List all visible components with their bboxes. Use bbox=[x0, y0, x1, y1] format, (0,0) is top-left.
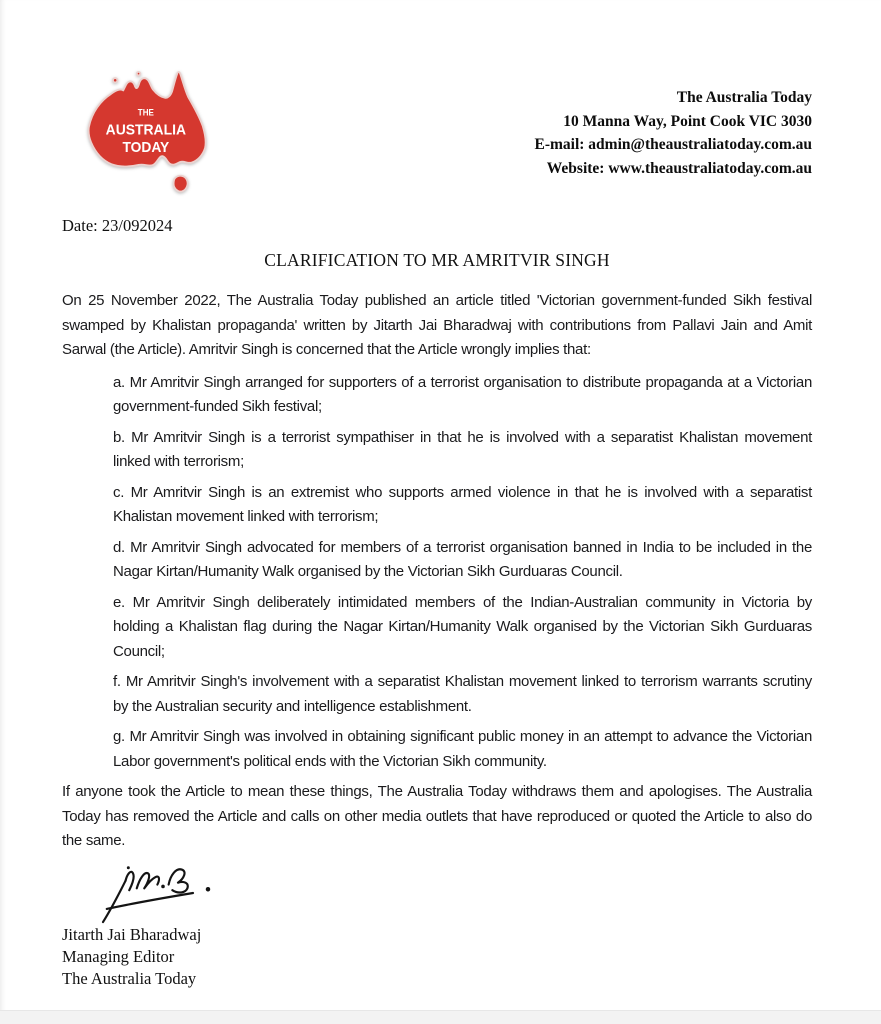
item-text: Mr Amritvir Singh was involved in obtaining significant public money in an attempt to advance the Victorian Labor government's political ends with the Victorian Sikh community. bbox=[113, 728, 812, 770]
letterhead-contact-block bbox=[535, 86, 813, 180]
letterhead bbox=[62, 0, 812, 200]
item-label: a. bbox=[113, 373, 125, 391]
allegation-list bbox=[62, 371, 812, 775]
org-address: 10 Manna Way, Point Cook VIC 3030 bbox=[563, 112, 812, 130]
list-item-f bbox=[113, 670, 812, 719]
page-edge-shadow bbox=[0, 1010, 881, 1024]
signature-block bbox=[62, 862, 812, 990]
item-text: Mr Amritvir Singh's involvement with a separatist Khalistan movement linked to terrorism warrants scrutiny by the Australian security and intelligence establishment. bbox=[113, 673, 812, 715]
org-name: The Australia Today bbox=[676, 89, 812, 106]
list-item-g bbox=[113, 725, 812, 774]
signatory-role: Managing Editor bbox=[62, 946, 175, 966]
logo-text-the: THE bbox=[137, 107, 154, 119]
australia-today-logo bbox=[66, 70, 214, 200]
australia-map-icon bbox=[66, 70, 214, 200]
intro-paragraph: On 25 November 2022, The Australia Today published an article titled 'Victorian government-funded Sikh festival swamped by Khalistan propaganda' written by Jitarth Jai Bharadwaj with contributions from Pallavi Jain and Amit Sarwal (the Article). Amritvir Singh is concerned that the Article wrongly implies that: bbox=[62, 292, 812, 358]
list-item-b bbox=[113, 426, 812, 475]
signatory-org: The Australia Today bbox=[62, 968, 197, 988]
logo-text-today: TODAY bbox=[122, 139, 170, 156]
closing-paragraph: If anyone took the Article to mean these things, The Australia Today withdraws them and apologises. The Australia Today has removed the Article and calls on other media outlets that have reproduced or quoted the Article to also do the same. bbox=[62, 783, 812, 849]
item-text: Mr Amritvir Singh arranged for supporters of a terrorist organisation to distribute propaganda at a Victorian government-funded Sikh festival; bbox=[113, 373, 812, 415]
list-item-e bbox=[113, 591, 812, 665]
item-label: e. bbox=[113, 593, 125, 611]
handwritten-signature-icon bbox=[88, 862, 238, 924]
logo-text-australia: AUSTRALIA bbox=[105, 122, 187, 139]
item-text: Mr Amritvir Singh deliberately intimidated members of the Indian-Australian community in Victoria by holding a Khalistan flag during the Nagar Kirtan/Humanity Walk organised by the Victorian Sikh Gurduaras Council; bbox=[113, 593, 812, 660]
item-text: Mr Amritvir Singh is a terrorist sympathiser in that he is involved with a separatist Khalistan movement linked with terrorism; bbox=[113, 428, 812, 470]
list-item-a bbox=[113, 371, 812, 420]
org-website: Website: www.theaustraliatoday.com.au bbox=[546, 159, 812, 177]
date-line: Date: 23/092024 bbox=[62, 216, 173, 235]
signatory-name: Jitarth Jai Bharadwaj bbox=[62, 924, 202, 944]
item-label: d. bbox=[113, 538, 125, 556]
item-label: g. bbox=[113, 728, 125, 745]
item-text: Mr Amritvir Singh is an extremist who supports armed violence in that he is involved with a separatist Khalistan movement linked with terrorism; bbox=[113, 483, 812, 525]
document-title: CLARIFICATION TO MR AMRITVIR SINGH bbox=[264, 250, 610, 270]
signatory-details bbox=[62, 924, 812, 990]
list-item-d bbox=[113, 536, 812, 585]
list-item-c bbox=[113, 481, 812, 530]
item-label: c. bbox=[113, 483, 125, 501]
org-email: E-mail: admin@theaustraliatoday.com.au bbox=[534, 136, 812, 153]
item-label: b. bbox=[113, 428, 125, 446]
item-label: f. bbox=[113, 673, 121, 690]
item-text: Mr Amritvir Singh advocated for members of a terrorist organisation banned in India to be included in the Nagar Kirtan/Humanity Walk organised by the Victorian Sikh Gurduaras Council. bbox=[113, 538, 813, 580]
